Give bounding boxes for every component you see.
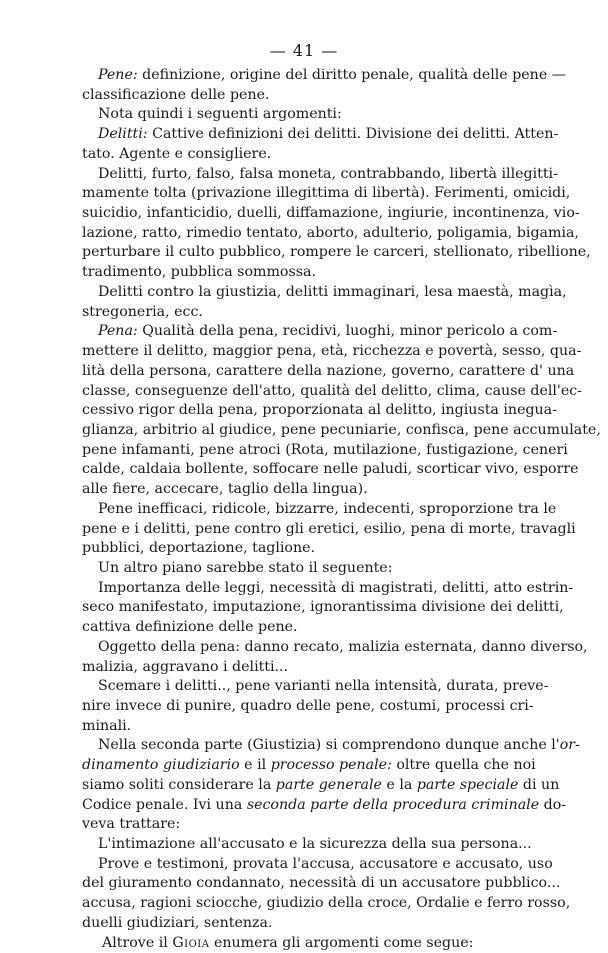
italic-text: parte speciale: [416, 776, 519, 793]
text-line: [82, 224, 579, 244]
text-line: [82, 776, 560, 796]
text-line: [82, 105, 522, 125]
text-segment: del giuramento condannato, necessità di un accusatore pubblico...: [82, 875, 561, 892]
text-line: [82, 736, 580, 756]
text-line: [82, 914, 522, 934]
text-segment: mamente tolta (privazione illegittima di libertà). Ferimenti, omicidi,: [82, 185, 571, 202]
text-line: [82, 401, 557, 421]
text-segment: e la: [381, 776, 417, 793]
text-segment: Nella seconda parte (Giustizia) si comprendono dunque anche l': [98, 737, 560, 754]
text-segment: Oggetto della pena: danno recato, malizia esternata, danno diverso,: [98, 638, 588, 655]
text-line: [82, 480, 522, 500]
text-line: [82, 165, 558, 185]
text-line: [82, 303, 522, 323]
text-line: [82, 500, 557, 520]
text-segment: siamo soliti considerare la: [82, 776, 276, 793]
text-line: [82, 86, 522, 106]
text-segment: seco manifestato, imputazione, ignorantissima divisione dei delitti,: [82, 599, 564, 616]
italic-text: dinamento giudiziario: [82, 757, 240, 774]
text-segment: pene e i delitti, pene contro gli eretici, esilio, pena di morte, travagli: [82, 520, 576, 537]
text-line: [82, 322, 558, 342]
text-line: [82, 342, 582, 362]
text-segment: veva trattare:: [82, 816, 181, 833]
text-line: [82, 835, 532, 855]
text-segment: Nota quindi i seguenti argomenti:: [98, 106, 342, 123]
text-line: [82, 263, 522, 283]
text-line: [82, 796, 567, 816]
text-line: [82, 677, 549, 697]
text-segment: malizia, aggravano i delitti...: [82, 658, 289, 675]
text-line: [82, 658, 522, 678]
text-line: [82, 598, 564, 618]
text-line: [82, 382, 582, 402]
text-segment: e il: [239, 757, 271, 774]
text-line: [82, 579, 574, 599]
text-line: [82, 697, 534, 717]
italic-text: parte generale: [275, 776, 382, 793]
text-segment: glianza, arbitrio al giudice, pene pecuniarie, confisca, pene accumulate,: [82, 421, 601, 438]
text-line: [82, 618, 522, 638]
text-line: [82, 421, 601, 441]
text-segment: do-: [539, 796, 567, 813]
text-segment: Scemare i delitti.., pene varianti nella intensità, durata, preve-: [98, 678, 549, 695]
text-segment: minali.: [82, 717, 132, 734]
text-segment: Codice penale. Ivi una: [82, 796, 247, 813]
text-segment: suicidio, infanticidio, duelli, diffamazione, ingiurie, incontinenza, vio-: [82, 205, 580, 222]
text-segment: Qualità della pena, recidivi, luoghi, minor pericolo a com-: [137, 323, 558, 340]
text-line: [82, 283, 567, 303]
text-segment: tradimento, pubblica sommossa.: [82, 264, 316, 281]
text-line: [82, 894, 571, 914]
text-segment: alle fiere, accecare, taglio della lingua).: [82, 481, 368, 498]
text-segment: cessivo rigor della pena, proporzionata al delitto, ingiusta ineguа-: [82, 402, 557, 419]
text-segment: L'intimazione all'accusato e la sicurezza della sua persona...: [98, 836, 532, 853]
italic-text: Delitti:: [98, 126, 148, 143]
text-segment: Delitti contro la giustizia, delitti immaginari, lesa maestà, magìa,: [98, 283, 567, 300]
italic-text: Pene:: [98, 67, 138, 83]
text-line: [82, 204, 580, 224]
text-segment: calde, caldaia bollente, soffocare nelle paludi, scorticar vivo, esporre: [82, 461, 579, 478]
text-segment: Pene inefficaci, ridicole, bizzarre, indecenti, sproporzione tra le: [98, 500, 557, 517]
text-segment: Importanza delle leggi, necessità di magistrati, delitti, atto estrin-: [98, 579, 574, 596]
text-line: [82, 874, 561, 894]
text-segment: enumera gli argomenti come segue:: [209, 934, 474, 951]
text-line: [82, 362, 575, 382]
text-segment: duelli giudiziari, sentenza.: [82, 914, 273, 931]
text-line: [82, 815, 522, 835]
text-segment: nire invece di punire, quadro delle pene, costumi, processi cri-: [82, 698, 534, 714]
text-line: [82, 243, 591, 263]
text-segment: lità della persona, carattere della nazione, governo, carattere d' una: [82, 362, 575, 379]
text-segment: Prove e testimoni, provata l'accusa, accusatore e accusato, uso: [98, 855, 553, 872]
text-segment: tato. Agente e consigliere.: [82, 145, 272, 162]
text-segment: di un: [518, 776, 560, 793]
text-segment: classe, conseguenze dell'atto, qualità del delitto, clima, cause dell'ec-: [82, 382, 582, 399]
text-line: [82, 145, 522, 165]
text-line: [82, 125, 559, 145]
text-segment: oltre quella che noi: [391, 757, 536, 774]
text-line: [82, 441, 568, 461]
text-line: [82, 559, 522, 579]
italic-text: Pena:: [98, 323, 138, 340]
italic-text: seconda parte della procedura criminale: [246, 796, 540, 813]
italic-text: processo penale:: [270, 757, 392, 774]
italic-text: or-: [559, 737, 580, 754]
text-segment: lazione, ratto, rimedio tentato, aborto, adulterio, poligamia, bigamia,: [82, 224, 579, 241]
text-segment: accusa, ragioni sciocche, giudizio della croce, Ordalie e ferro rosso,: [82, 895, 571, 912]
text-segment: Delitti, furto, falso, falsa moneta, contrabbando, libertà illegitti-: [98, 165, 558, 182]
text-segment: pene infamanti, pene atroci (Rota, mutilazione, fustigazione, ceneri: [82, 441, 568, 458]
text-segment: cattiva definizione delle pene.: [82, 619, 298, 636]
text-line: [82, 855, 553, 875]
text-segment: pubblici, deportazione, taglione.: [82, 540, 316, 557]
smallcaps-text: Gioia: [172, 934, 210, 951]
text-line: [82, 184, 571, 204]
text-line: [82, 756, 536, 776]
text-segment: classificazione delle pene.: [82, 86, 270, 103]
text-line: [82, 638, 588, 658]
text-line: [82, 460, 579, 480]
text-segment: mettere il delitto, maggior pena, età, ricchezza e povertà, sesso, qua-: [82, 343, 582, 360]
text-line: [82, 66, 566, 86]
text-segment: stregoneria, ecc.: [82, 303, 203, 320]
page-number: — 41 —: [269, 41, 339, 60]
text-segment: perturbare il culto pubblico, rompere le carceri, stellionato, ribellione,: [82, 244, 591, 261]
text-segment: Un altro piano sarebbe stato il seguente:: [98, 559, 393, 576]
text-segment: Altrove il: [102, 934, 173, 951]
text-line: [82, 717, 522, 737]
text-line: [82, 520, 576, 540]
text-segment: Cattive definizioni dei delitti. Divisione dei delitti. Atten-: [147, 126, 559, 143]
body-text: [82, 66, 601, 953]
text-line: [82, 539, 522, 559]
text-line: [82, 934, 522, 953]
text-segment: definizione, origine del diritto penale, qualità delle pene —: [137, 67, 566, 83]
